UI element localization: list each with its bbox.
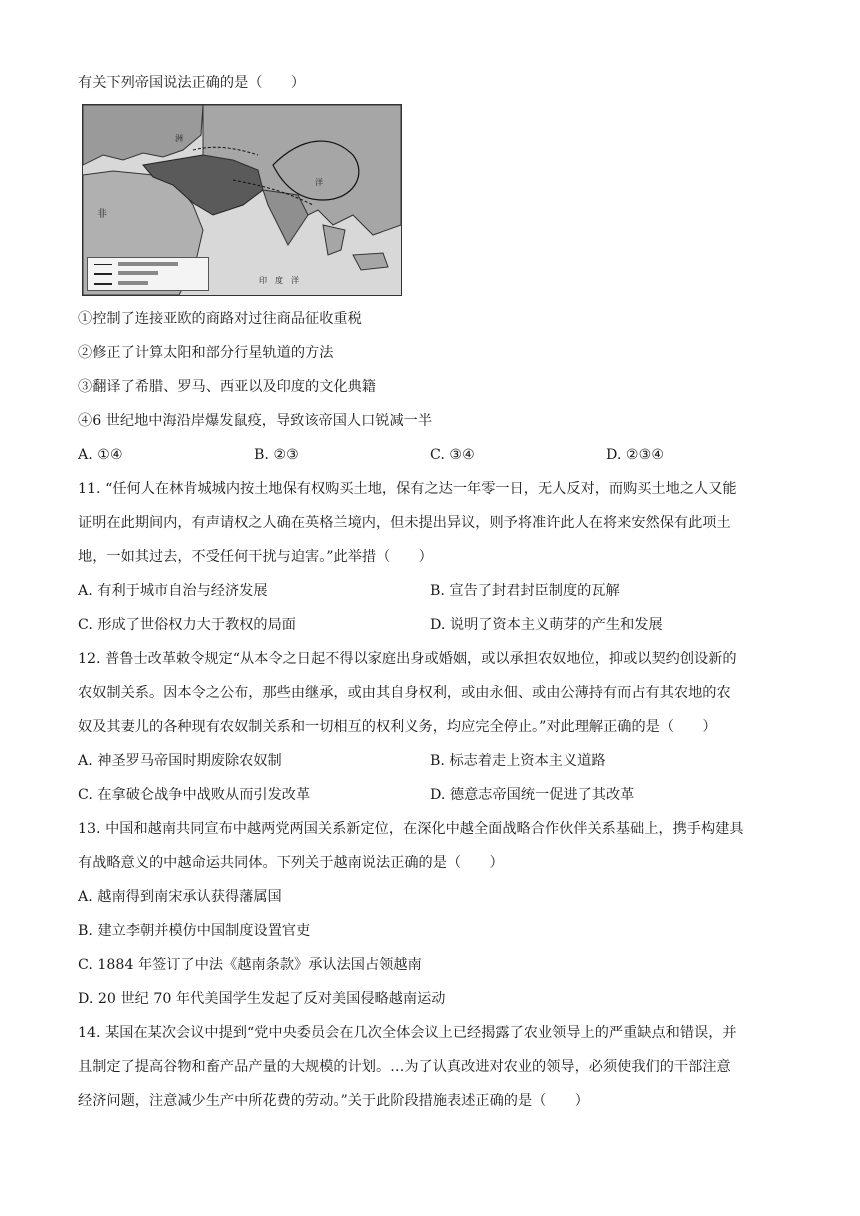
q13-stem-line-1: 13. 中国和越南共同宣布中越两党两国关系新定位，在深化中越全面战略合作伙伴关系基础上，携手构建具 <box>78 821 744 837</box>
q10-option-b: B. ②③ <box>254 447 299 463</box>
q10-statement-1: ①控制了连接亚欧的商路对过往商品征收重税 <box>78 311 362 327</box>
q13-option-d: D. 20 世纪 70 年代美国学生发起了反对美国侵略越南运动 <box>78 991 446 1007</box>
q12-option-c: C. 在拿破仑战争中战败从而引发改革 <box>78 787 311 803</box>
q10-statement-2: ②修正了计算太阳和部分行星轨道的方法 <box>78 345 334 361</box>
legend-text-1 <box>118 262 178 266</box>
q11-option-a: A. 有利于城市自治与经济发展 <box>78 583 268 599</box>
q14-stem-line-1: 14. 某国在某次会议中提到“党中央委员会在几次全体会议上已经揭露了农业领导上的严重缺点和错误，并 <box>78 1025 737 1041</box>
q10-statement-3: ③翻译了希腊、罗马、西亚以及印度的文化典籍 <box>78 379 376 395</box>
q10-stem: 有关下列帝国说法正确的是（ ） <box>78 75 306 91</box>
q11-option-c: C. 形成了世俗权力大于教权的局面 <box>78 617 296 633</box>
q13-stem-line-2: 有战略意义的中越命运共同体。下列关于越南说法正确的是（ ） <box>78 855 504 871</box>
map-legend <box>87 257 209 291</box>
q10-option-c: C. ③④ <box>430 447 475 463</box>
q10-option-a: A. ①④ <box>78 447 123 463</box>
q11-stem-line-3: 地，一如其过去，不受任何干扰与迫害。”此举措（ ） <box>78 549 433 565</box>
q13-option-c: C. 1884 年签订了中法《越南条款》承认法国占领越南 <box>78 957 422 973</box>
map-label-yang: 洋 <box>315 178 323 187</box>
q11-option-b: B. 宣告了封君封臣制度的瓦解 <box>430 583 620 599</box>
q11-option-d: D. 说明了资本主义萌芽的产生和发展 <box>430 617 663 633</box>
q11-stem-line-1: 11. “任何人在林肯城城内按土地保有权购买土地，保有之达一年零一日，无人反对，而购买土地之人又能 <box>78 481 737 497</box>
legend-symbol-1 <box>94 264 112 265</box>
legend-text-3 <box>118 281 148 285</box>
q12-option-d: D. 德意志帝国统一促进了其改革 <box>430 787 635 803</box>
q12-option-a: A. 神圣罗马帝国时期废除农奴制 <box>78 753 282 769</box>
legend-symbol-2 <box>94 273 112 275</box>
map-label-zhou: 洲 <box>175 134 183 143</box>
q12-stem-line-1: 12. 普鲁士改革敕令规定“从本令之日起不得以家庭出身或婚姻，或以承担农奴地位，抑或以契约创设新的 <box>78 651 737 667</box>
empire-map-figure <box>82 104 402 296</box>
q10-option-d: D. ②③④ <box>606 447 665 463</box>
q14-stem-line-3: 经济问题，注意减少生产中所花费的劳动。”关于此阶段措施表述正确的是（ ） <box>78 1093 589 1109</box>
q12-option-b: B. 标志着走上资本主义道路 <box>430 753 606 769</box>
map-label-fei: 非 <box>97 209 107 220</box>
q10-statement-4: ④6 世纪地中海沿岸爆发鼠疫，导致该帝国人口锐减一半 <box>78 413 433 429</box>
q13-option-a: A. 越南得到南宋承认获得藩属国 <box>78 889 282 905</box>
q12-stem-line-3: 奴及其妻儿的各种现有农奴制关系和一切相互的权利义务，均应完全停止。”对此理解正确的是（ ） <box>78 719 717 735</box>
q11-stem-line-2: 证明在此期间内，有声请权之人确在英格兰境内，但未提出异议，则予将准许此人在将来安然保有此项土 <box>78 515 731 531</box>
q12-stem-line-2: 农奴制关系。因本令之公布，那些由继承，或由其自身权利，或由永佃、或由公薄持有而占有其农地的农 <box>78 685 731 701</box>
legend-text-2 <box>118 271 158 275</box>
map-label-indian-ocean: 印 度 洋 <box>259 276 299 285</box>
q13-option-b: B. 建立李朝并模仿中国制度设置官吏 <box>78 923 311 939</box>
legend-symbol-3 <box>94 283 112 285</box>
q14-stem-line-2: 且制定了提高谷物和畜产品产量的大规模的计划。…为了认真改进对农业的领导，必须使我们的干部注意 <box>78 1059 731 1075</box>
